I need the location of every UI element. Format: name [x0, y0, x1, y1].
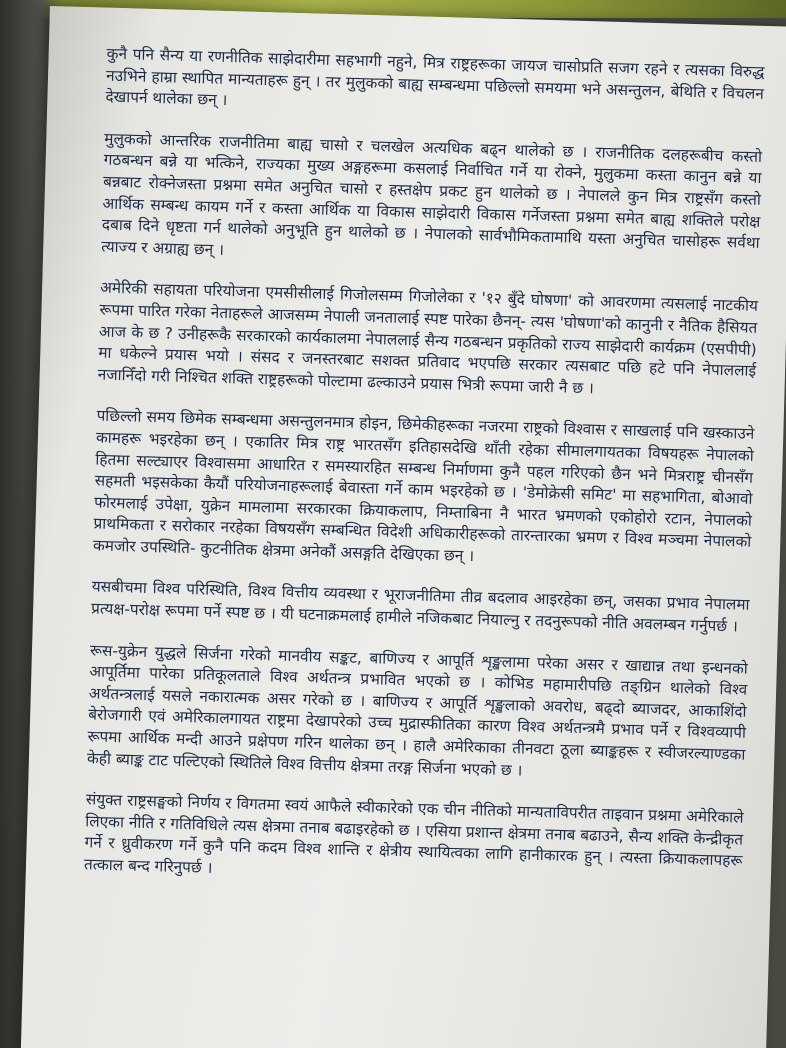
paragraph: कुनै पनि सैन्य या रणनीतिक साझेदारीमा सहभागी नहुने, मित्र राष्ट्रहरूका जायज चासोप्रति सजग रहने र त्यसका विरुद्ध नउभिने हाम्रा स्थापित मान्यताहरू हुन् । तर मुलुकको बाह्य सम्बन्धमा पछिल्लो समयमा भने असन्तुलन, बेथिति र विचलन देखापर्न थालेका छन् । — [105, 44, 765, 110]
paragraph: मुलुकको आन्तरिक राजनीतिमा बाह्य चासो र चलखेल अत्यधिक बढ्न थालेको छ । राजनीतिक दलहरूबीच कस्तो गठबन्धन बन्ने या भत्किने, राज्यका मुख्य अङ्गहरूमा कसलाई निर्वाचित गर्ने या रोक्ने, मुलुकमा कस्ता कानुन बन्ने या बन्नबाट रोक्नेजस्ता प्रश्नमा समेत अनुचित चासो र हस्तक्षेप प्रकट हुन थालेको छ । नेपालले कुन मित्र राष्ट्रसँग कस्तो आर्थिक सम्बन्ध कायम गर्ने र कस्ता आर्थिक या विकास साझेदारी विकास गर्नेजस्ता प्रश्नमा समेत बाह्य शक्तिले परोक्ष दबाब दिने धृष्टता गर्न थालेको अनुभूति हुन थालेको छ । नेपालको सार्वभौमिकतामाथि यस्ता अनुचित चासोहरू सर्वथा त्याज्य र अग्राह्य छन् । — [101, 129, 763, 259]
paragraph: पछिल्लो समय छिमेक सम्बन्धमा असन्तुलनमात्र होइन, छिमेकीहरूका नजरमा राष्ट्रको विश्वास र साखलाई पनि खस्काउने कामहरू भइरहेका छन् । एकातिर मित्र राष्ट्र भारतसँग इतिहासदेखि थाँती रहेका सीमालगायतका विषयहरू नेपालको हितमा सल्ट्याएर विश्वासमा आधारित र समस्यारहित सम्बन्ध निर्माणमा कुनै पहल गरिएको छैन भने मित्रराष्ट्र चीनसँग सहमती भइसकेका कैयौं परियोजनाहरूलाई बेवास्ता गर्ने काम भइरहेको छ । 'डेमोक्रेसी समिट' मा सहभागिता, बोआवो फोरमलाई उपेक्षा, युक्रेन मामलामा सरकारका क्रियाकलाप, निम्ताबिना नै भारत भ्रमणको एकोहोरो रटान, नेपालको प्राथमिकता र सरोकार नरहेका विषयसँग सम्बन्धित विदेशी अधिकारीहरूको तारन्तारका भ्रमण र विश्व मञ्चमा नेपालको कमजोर उपस्थिति- कुटनीतिक क्षेत्रमा अनेकौं असङ्गति देखिएका छन् । — [92, 406, 755, 565]
paragraph: यसबीचमा विश्व परिस्थिति, विश्व वित्तीय व्यवस्था र भूराजनीतिमा तीव्र बदलाव आइरहेका छन्, जसका प्रभाव नेपालमा प्रत्यक्ष-परोक्ष रूपमा पर्ने स्पष्ट छ । यी घटनाक्रमलाई हामीले नजिकबाट नियाल्नु र तदनुरूपको नीति अवलम्बन गर्नुपर्छ । — [90, 577, 750, 636]
document-page — [20, 6, 786, 1048]
paragraph: रूस-युक्रेन युद्धले सिर्जना गरेको मानवीय सङ्कट, बाणिज्य र आपूर्ति शृङ्खलामा परेका असर र खाद्यान्न तथा इन्धनको आपूर्तिमा पारेका प्रतिकूलताले विश्व अर्थतन्त्र प्रभावित भएको छ । कोभिड महामारीपछि तङ्ग्रिन थालेको विश्व अर्थतन्त्रलाई यसले नकारात्मक असर गरेको छ । बाणिज्य र आपूर्ति शृङ्खलाको अवरोध, बढ्दो ब्याजदर, आकाशिंदो बेरोजगारी एवं अमेरिकालगायत राष्ट्रमा देखापरेको उच्च मुद्रास्फीतिका कारण विश्व अर्थतन्त्रमै प्रभाव पर्ने र विश्वव्यापी रूपमा आर्थिक मन्दी आउने प्रक्षेपण गरिन थालेका छन् । हालै अमेरिकाका तीनवटा ठूला ब्याङ्कहरू र स्वीजरल्याण्डका केही ब्याङ्क टाट पल्टिएको स्थितिले विश्व वित्तीय क्षेत्रमा तरङ्ग सिर्जना भएको छ । — [86, 641, 749, 780]
paragraph: संयुक्त राष्ट्रसङ्घको निर्णय र विगतमा स्वयं आफैले स्वीकारेको एक चीन नीतिको मान्यताविपरीत ताइवान प्रश्नमा अमेरिकाले लिएका नीति र गतिविधिले त्यस क्षेत्रमा तनाब बढाइरहेको छ । एसिया प्रशान्त क्षेत्रमा तनाब बढाउने, सैन्य शक्ति केन्द्रीकृत गर्ने र ध्रुवीकरण गर्ने कुनै पनि कदम विश्व शान्ति र क्षेत्रीय स्थायित्वका लागि हानीकारक हुन् । त्यस्ता क्रियाकलापहरू तत्काल बन्द गरिनुपर्छ । — [83, 790, 744, 877]
page-text-block — [83, 44, 765, 915]
paragraph: अमेरिकी सहायता परियोजना एमसीसीलाई गिजोलसम्म गिजोलेका र '१२ बुँदे घोषणा' को आवरणमा त्यसलाई नाटकीय रूपमा पारित गरेका नेताहरूले आजसम्म नेपाली जनतालाई स्पष्ट पारेका छैनन्- त्यस 'घोषणा'को कानुनी र नैतिक हैसियत आज के छ ? उनीहरूकै सरकारको कार्यकालमा नेपाललाई सैन्य गठबन्धन प्रकृतिको राज्य साझेदारी कार्यक्रम (एसपीपी) मा धकेल्ने प्रयास भयो । संसद र जनस्तरबाट सशक्त प्रतिवाद भएपछि सरकार त्यसबाट पछि हटे पनि नेपाललाई नजानिँदो गरी निश्चित शक्ति राष्ट्रहरूको पोल्टामा ढल्काउने प्रयास भित्री रूपमा जारी नै छ । — [97, 278, 759, 398]
